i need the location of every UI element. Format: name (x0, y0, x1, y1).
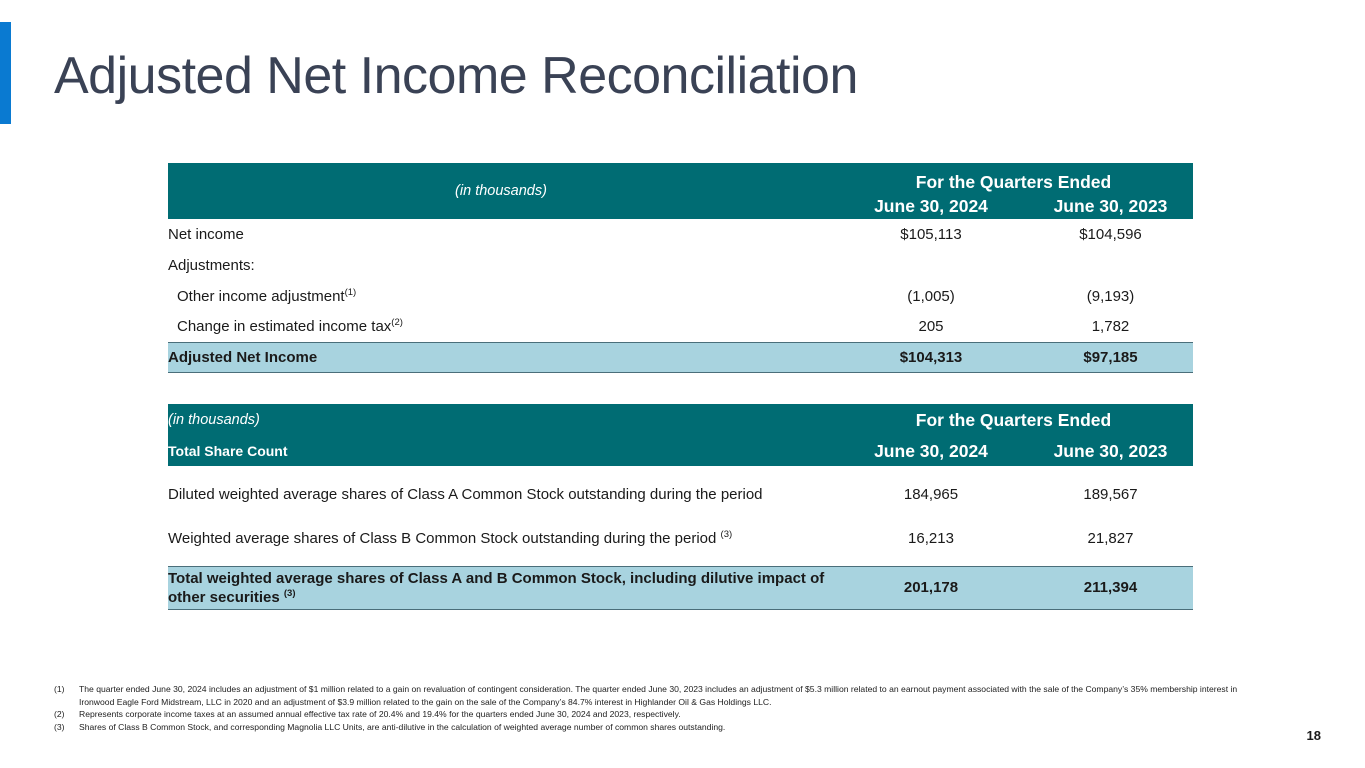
cell-2023: 189,567 (1083, 485, 1138, 503)
cell-2024: $105,113 (900, 226, 962, 243)
cell-2024 (834, 250, 1028, 281)
row-label: Weighted average shares of Class B Common Stock outstanding during the period $^{(3)}$ (168, 528, 733, 547)
table-row (168, 312, 1193, 342)
table-row (168, 466, 1193, 522)
cell-2024: (1,005) (907, 288, 955, 305)
footnote-text: Shares of Class B Common Stock, and corresponding Magnolia LLC Units, are anti-dilutive in the calculation of weighted average number of common shares outstanding. (79, 721, 726, 732)
table-row (168, 281, 1193, 312)
column-header-2023: June 30, 2023 (1028, 436, 1193, 466)
table-row (168, 522, 1193, 554)
footnote (54, 683, 1244, 708)
row-label: Net income (168, 226, 244, 243)
column-header-2024: June 30, 2024 (834, 193, 1028, 219)
total-2023: $97,185 (1028, 342, 1193, 372)
total-2023: 211,394 (1028, 566, 1193, 609)
footnotes (54, 683, 1244, 733)
group-header: For the Quarters Ended (834, 163, 1193, 193)
total-row (168, 342, 1193, 372)
page-title: Adjusted Net Income Reconciliation (54, 47, 858, 105)
row-label: Adjustments: (168, 257, 255, 274)
total-2024: 201,178 (834, 566, 1028, 609)
cell-2024: 16,213 (908, 529, 954, 547)
total-row (168, 566, 1193, 609)
footnote-ref: (3) (720, 528, 733, 540)
cell-2023: $104,596 (1079, 226, 1142, 243)
share-count-table (168, 404, 1193, 610)
unit-label: (in thousands) (168, 163, 834, 219)
group-header: For the Quarters Ended (834, 404, 1193, 436)
table-row (168, 250, 1193, 281)
footnote-ref: (2) (391, 317, 403, 329)
row-label: Diluted weighted average shares of Class A Common Stock outstanding during the period (168, 485, 763, 503)
column-header-2023: June 30, 2023 (1028, 193, 1193, 219)
footnote-ref: (3) (283, 587, 296, 599)
row-label: Other income adjustment$^{(1)}$ (177, 287, 357, 305)
table-header-row (168, 404, 1193, 436)
cell-2023: 1,782 (1091, 318, 1130, 336)
cell-2024: 184,965 (903, 485, 959, 503)
table-row (168, 219, 1193, 250)
cell-2024: 205 (918, 318, 944, 336)
adjusted-net-income-table (168, 163, 1193, 373)
column-header-2024: June 30, 2024 (834, 436, 1028, 466)
cell-2023: (9,193) (1086, 288, 1135, 305)
footnote (54, 708, 1244, 721)
cell-2023: 21,827 (1087, 529, 1134, 547)
total-label: Adjusted Net Income (168, 342, 834, 372)
row-label: Change in estimated income tax$^{(2)}$ (177, 317, 403, 336)
footnote-text: The quarter ended June 30, 2024 includes an adjustment of $1 million related to a gain on revaluation of contingent consideration. The quarter ended June 30, 2023 includes an adjustment of $5.3 million related to an earnout payment associated with the sale of the Company’s 35% membership interest in Ironwood Eagle Ford Midstream, LLC in 2020 and an adjustment of $3.9 million related to the gain on the sale of the Company’s 84.7% interest in Highlander Oil & Gas Holdings LLC. (79, 684, 1238, 707)
total-2024: $104,313 (834, 342, 1028, 372)
footnote-text: Represents corporate income taxes at an assumed annual effective tax rate of 20.4% and 19.4% for the quarters ended June 30, 2024 and 2023, respectively. (79, 709, 681, 719)
table-header-row (168, 163, 1193, 193)
cell-2023 (1028, 250, 1193, 281)
unit-label: (in thousands) (168, 404, 834, 436)
table-header-row (168, 436, 1193, 466)
footnote-number: (3) (54, 721, 65, 732)
footnote-number: (2) (54, 709, 65, 719)
total-label: Total weighted average shares of Class A and B Common Stock, including dilutive impact of other securities $^{(3)}$ (168, 566, 834, 609)
footnote-ref: (1) (344, 287, 357, 298)
footnote-number: (1) (54, 684, 65, 694)
page-number: 18 (1306, 728, 1321, 743)
accent-bar (0, 22, 11, 124)
footnote (54, 721, 1244, 734)
row-header: Total Share Count (168, 436, 834, 466)
